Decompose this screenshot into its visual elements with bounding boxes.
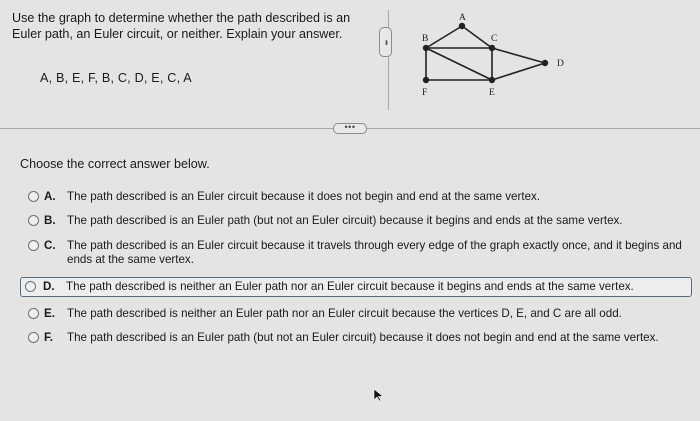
option-text: The path described is neither an Euler path nor an Euler circuit because the vertices D, E, and C are all odd. bbox=[67, 307, 622, 320]
horizontal-splitter-handle[interactable] bbox=[333, 123, 367, 134]
option-letter: F. bbox=[44, 331, 54, 344]
vertex-d bbox=[542, 60, 548, 66]
option-text: The path described is an Euler path (but not an Euler circuit) because it begins and ends at the same vertex. bbox=[67, 214, 623, 227]
radio-button[interactable] bbox=[28, 215, 39, 226]
vertex-label-d: D bbox=[557, 59, 564, 69]
option-letter: E. bbox=[44, 307, 55, 320]
option-letter: C. bbox=[44, 239, 56, 252]
vertex-label-b: B bbox=[422, 34, 429, 44]
vertex-f bbox=[423, 77, 429, 83]
euler-graph bbox=[405, 8, 585, 108]
vertex-a bbox=[459, 23, 465, 29]
splitter-dots: ••• bbox=[382, 39, 389, 45]
vertex-label-c: C bbox=[491, 34, 498, 44]
option-text: The path described is an Euler circuit because it does not begin and end at the same vertex. bbox=[67, 190, 541, 203]
vertex-label-e: E bbox=[489, 88, 495, 98]
vertex-label-a: A bbox=[459, 13, 466, 23]
answer-prompt: Choose the correct answer below. bbox=[20, 157, 210, 171]
radio-button[interactable] bbox=[28, 308, 39, 319]
option-letter: B. bbox=[44, 214, 56, 227]
option-text: The path described is an Euler circuit because it travels through every edge of the graph exactly once, and it begins and ends at the same vertex. bbox=[67, 239, 682, 266]
vertical-splitter-handle[interactable] bbox=[379, 27, 392, 57]
splitter-dots: ••• bbox=[344, 122, 356, 132]
vertex-label-f: F bbox=[422, 88, 428, 98]
option-letter: A. bbox=[44, 190, 56, 203]
radio-button[interactable] bbox=[28, 240, 39, 251]
option-d[interactable] bbox=[20, 277, 692, 297]
radio-button[interactable] bbox=[28, 332, 39, 343]
vertex-e bbox=[489, 77, 495, 83]
radio-button[interactable] bbox=[28, 191, 39, 202]
path-text: A, B, E, F, B, C, D, E, C, A bbox=[40, 71, 192, 85]
question-text: Use the graph to determine whether the path described is an Euler path, an Euler circuit, or neither. Explain your answer. bbox=[12, 11, 351, 41]
edge-c-d bbox=[492, 48, 545, 63]
edge-a-b bbox=[426, 26, 462, 48]
option-text: The path described is an Euler path (but not an Euler circuit) because it does not begin and end at the same vertex. bbox=[67, 331, 659, 344]
edge-e-d bbox=[492, 63, 545, 80]
vertex-b bbox=[423, 45, 429, 51]
option-letter: D. bbox=[43, 280, 55, 293]
mouse-pointer-icon bbox=[373, 388, 385, 402]
edge-b-e bbox=[426, 48, 492, 80]
vertex-c bbox=[489, 45, 495, 51]
radio-button[interactable] bbox=[25, 281, 36, 292]
option-text: The path described is neither an Euler path nor an Euler circuit because it begins and ends at the same vertex. bbox=[66, 280, 634, 293]
vertical-divider bbox=[388, 10, 389, 110]
edge-a-c bbox=[462, 26, 492, 48]
